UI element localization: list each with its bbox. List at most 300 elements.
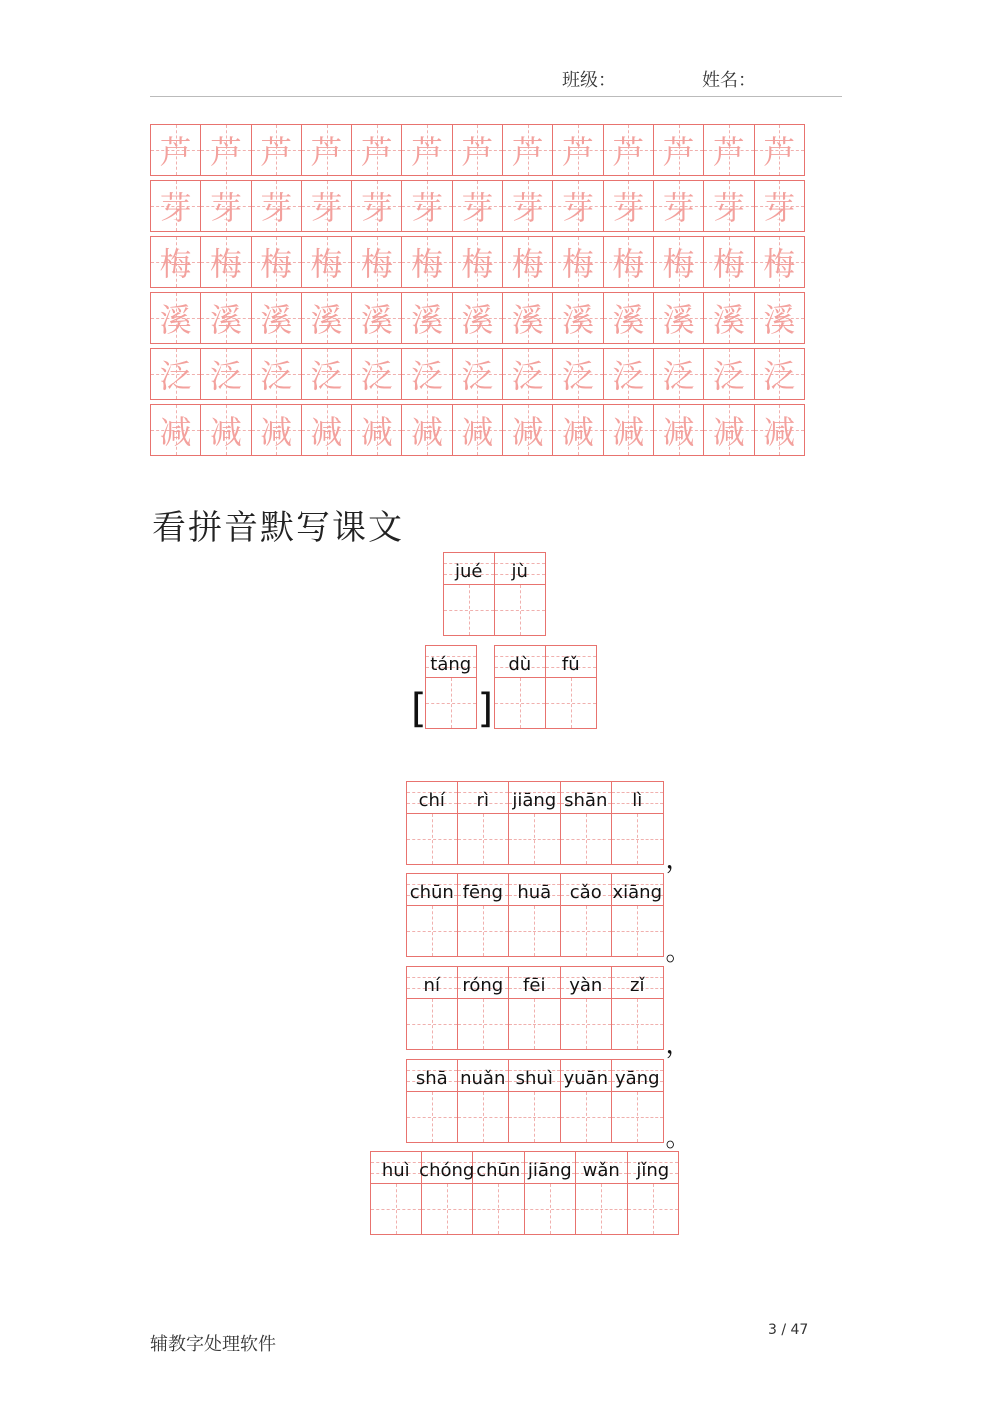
- pinyin-text: chūn: [409, 882, 454, 903]
- pinyin-label: [495, 552, 547, 584]
- practice-cell[interactable]: [603, 180, 654, 232]
- pinyin-column: [458, 873, 510, 957]
- writing-cell[interactable]: [458, 998, 510, 1050]
- pinyin-label: [509, 1059, 561, 1091]
- pinyin-text: dù: [508, 654, 532, 675]
- pinyin-label: [458, 1059, 510, 1091]
- practice-cell[interactable]: [703, 124, 754, 176]
- pinyin-label: [628, 1151, 680, 1183]
- writing-cell[interactable]: [425, 677, 477, 729]
- practice-cell[interactable]: [552, 404, 603, 456]
- pinyin-text: huì: [381, 1160, 410, 1181]
- writing-cell[interactable]: [612, 813, 664, 865]
- practice-cell[interactable]: [502, 124, 553, 176]
- pinyin-label: [494, 645, 546, 677]
- trace-character: 泛: [461, 357, 494, 395]
- practice-cell[interactable]: [552, 236, 603, 288]
- practice-row: [150, 292, 817, 344]
- trace-character: 芽: [411, 189, 444, 227]
- writing-cell[interactable]: [576, 1183, 628, 1235]
- pinyin-text: jǐng: [636, 1160, 670, 1181]
- pinyin-text: yuān: [563, 1068, 608, 1089]
- pinyin-column: [370, 1151, 422, 1235]
- writing-cell[interactable]: [509, 1091, 561, 1143]
- practice-cell[interactable]: [452, 236, 503, 288]
- pinyin-text: jiāng: [527, 1160, 572, 1181]
- pinyin-label: [576, 1151, 628, 1183]
- practice-cell[interactable]: [150, 236, 201, 288]
- writing-cell[interactable]: [628, 1183, 680, 1235]
- trace-character: 芦: [360, 133, 393, 171]
- writing-cell[interactable]: [509, 813, 561, 865]
- pinyin-column: [406, 966, 458, 1050]
- pinyin-group: [406, 966, 664, 1050]
- practice-cell[interactable]: [703, 236, 754, 288]
- trace-character: 芦: [511, 133, 544, 171]
- pinyin-label: [458, 873, 510, 905]
- writing-cell[interactable]: [495, 584, 547, 636]
- practice-cell[interactable]: [703, 404, 754, 456]
- practice-cell[interactable]: [603, 236, 654, 288]
- trace-character: 梅: [159, 245, 192, 283]
- writing-cell[interactable]: [612, 905, 664, 957]
- pinyin-text: cǎo: [569, 882, 602, 903]
- pinyin-text: rì: [476, 790, 489, 811]
- writing-cell[interactable]: [443, 584, 495, 636]
- writing-cell[interactable]: [561, 813, 613, 865]
- trace-character: 芦: [662, 133, 695, 171]
- trace-character: 泛: [360, 357, 393, 395]
- writing-cell[interactable]: [458, 905, 510, 957]
- name-label: 姓名：: [702, 70, 756, 91]
- practice-cell[interactable]: [502, 236, 553, 288]
- writing-cell[interactable]: [546, 677, 598, 729]
- practice-cell[interactable]: [653, 348, 704, 400]
- trace-character: 芽: [662, 189, 695, 227]
- trace-character: 泛: [712, 357, 745, 395]
- trace-character: 减: [360, 413, 393, 451]
- pinyin-text: yāng: [614, 1068, 660, 1089]
- practice-row: [150, 180, 817, 232]
- practice-cell[interactable]: [150, 292, 201, 344]
- trace-character: 芦: [712, 133, 745, 171]
- practice-cell[interactable]: [703, 292, 754, 344]
- trace-character: 梅: [360, 245, 393, 283]
- pinyin-label: [612, 966, 664, 998]
- pinyin-column: [419, 1151, 475, 1235]
- practice-cell[interactable]: [401, 124, 452, 176]
- pinyin-column: [509, 966, 561, 1050]
- trace-character: 芽: [612, 189, 645, 227]
- pinyin-column: [546, 645, 598, 729]
- pinyin-column: [458, 781, 510, 865]
- practice-cell[interactable]: [150, 180, 201, 232]
- trace-character: 芦: [159, 133, 192, 171]
- practice-cell[interactable]: [754, 180, 805, 232]
- trace-character: 芦: [209, 133, 242, 171]
- trace-character: 芦: [260, 133, 293, 171]
- pinyin-column: [561, 966, 613, 1050]
- trace-character: 梅: [411, 245, 444, 283]
- pinyin-column: [561, 1059, 613, 1143]
- pinyin-column: [473, 1151, 525, 1235]
- trace-character: 芽: [562, 189, 595, 227]
- pinyin-text: yàn: [569, 975, 603, 996]
- practice-cell[interactable]: [754, 124, 805, 176]
- pinyin-column: [509, 873, 561, 957]
- pinyin-column: [425, 645, 477, 729]
- trace-character: 梅: [662, 245, 695, 283]
- pinyin-group: [406, 1059, 664, 1143]
- pinyin-text: róng: [462, 975, 504, 996]
- writing-cell[interactable]: [612, 1091, 664, 1143]
- practice-cell[interactable]: [452, 348, 503, 400]
- practice-cell[interactable]: [200, 404, 251, 456]
- pinyin-column: [406, 781, 458, 865]
- pinyin-column: [494, 645, 546, 729]
- practice-cell[interactable]: [251, 292, 302, 344]
- trace-character: 芦: [411, 133, 444, 171]
- practice-cell[interactable]: [452, 180, 503, 232]
- pinyin-column: [612, 966, 664, 1050]
- practice-cell[interactable]: [502, 292, 553, 344]
- writing-cell[interactable]: [406, 813, 458, 865]
- trace-character: 泛: [662, 357, 695, 395]
- practice-cell[interactable]: [351, 236, 402, 288]
- trace-character: 溪: [562, 301, 595, 339]
- trace-character: 泛: [511, 357, 544, 395]
- trace-character: 减: [411, 413, 444, 451]
- pinyin-label: [406, 873, 458, 905]
- trace-character: 梅: [712, 245, 745, 283]
- practice-cell[interactable]: [351, 124, 402, 176]
- practice-cell[interactable]: [301, 348, 352, 400]
- trace-character: 芽: [360, 189, 393, 227]
- writing-cell[interactable]: [561, 905, 613, 957]
- writing-cell[interactable]: [406, 905, 458, 957]
- trace-character: 溪: [612, 301, 645, 339]
- pinyin-label: [406, 1059, 458, 1091]
- practice-cell[interactable]: [653, 180, 704, 232]
- pinyin-text: xiāng: [612, 882, 663, 903]
- practice-cell[interactable]: [653, 124, 704, 176]
- trace-character: 泛: [260, 357, 293, 395]
- footer-software: 辅教字处理软件: [150, 1334, 276, 1355]
- trace-character: 溪: [411, 301, 444, 339]
- trace-character: 芦: [763, 133, 796, 171]
- trace-character: 溪: [662, 301, 695, 339]
- practice-cell[interactable]: [401, 348, 452, 400]
- pinyin-text: fēi: [523, 975, 546, 996]
- practice-cell[interactable]: [351, 348, 402, 400]
- pinyin-label: [561, 873, 613, 905]
- practice-cell[interactable]: [200, 124, 251, 176]
- practice-cell[interactable]: [301, 404, 352, 456]
- writing-cell[interactable]: [561, 1091, 613, 1143]
- writing-cell[interactable]: [494, 677, 546, 729]
- practice-cell[interactable]: [401, 180, 452, 232]
- practice-cell[interactable]: [703, 348, 754, 400]
- writing-cell[interactable]: [509, 905, 561, 957]
- trace-character: 梅: [562, 245, 595, 283]
- practice-cell[interactable]: [150, 348, 201, 400]
- practice-cell[interactable]: [653, 236, 704, 288]
- pinyin-text: fēng: [462, 882, 503, 903]
- writing-cell[interactable]: [525, 1183, 577, 1235]
- practice-cell[interactable]: [351, 292, 402, 344]
- trace-character: 梅: [310, 245, 343, 283]
- writing-cell[interactable]: [370, 1183, 422, 1235]
- practice-cell[interactable]: [351, 180, 402, 232]
- pinyin-column: [406, 873, 458, 957]
- pinyin-label: [612, 781, 664, 813]
- practice-row: [150, 404, 817, 456]
- punctuation-mark: ，: [665, 1030, 692, 1060]
- trace-character: 芦: [562, 133, 595, 171]
- punctuation-mark: ，: [665, 845, 692, 875]
- trace-character: 芽: [159, 189, 192, 227]
- practice-cell[interactable]: [653, 292, 704, 344]
- pinyin-column: [576, 1151, 628, 1235]
- trace-character: 溪: [763, 301, 796, 339]
- practice-cell[interactable]: [251, 348, 302, 400]
- practice-cell[interactable]: [603, 292, 654, 344]
- practice-cell[interactable]: [502, 404, 553, 456]
- trace-character: 溪: [461, 301, 494, 339]
- trace-character: 芽: [712, 189, 745, 227]
- trace-character: 减: [662, 413, 695, 451]
- trace-character: 芦: [461, 133, 494, 171]
- practice-cell[interactable]: [754, 404, 805, 456]
- practice-cell[interactable]: [552, 292, 603, 344]
- practice-row: [150, 124, 817, 176]
- trace-character: 梅: [209, 245, 242, 283]
- trace-character: 芽: [310, 189, 343, 227]
- trace-character: 溪: [260, 301, 293, 339]
- trace-character: 芽: [763, 189, 796, 227]
- pinyin-label: [406, 781, 458, 813]
- practice-cell[interactable]: [251, 124, 302, 176]
- practice-cell[interactable]: [200, 292, 251, 344]
- trace-character: 减: [461, 413, 494, 451]
- pinyin-column: [443, 552, 495, 636]
- trace-character: 减: [511, 413, 544, 451]
- pinyin-label: [443, 552, 495, 584]
- trace-character: 芽: [511, 189, 544, 227]
- practice-cell[interactable]: [754, 292, 805, 344]
- writing-cell[interactable]: [612, 998, 664, 1050]
- pinyin-label: [561, 966, 613, 998]
- trace-character: 芦: [310, 133, 343, 171]
- writing-cell[interactable]: [458, 813, 510, 865]
- pinyin-group: [370, 1151, 679, 1235]
- practice-cell[interactable]: [200, 348, 251, 400]
- writing-cell[interactable]: [406, 998, 458, 1050]
- punctuation-mark: 。: [665, 937, 692, 967]
- practice-cell[interactable]: [301, 236, 352, 288]
- writing-cell[interactable]: [406, 1091, 458, 1143]
- pinyin-group: [406, 873, 664, 957]
- practice-cell[interactable]: [150, 124, 201, 176]
- section-title: 看拼音默写课文: [152, 508, 404, 548]
- pinyin-text: chí: [418, 790, 445, 811]
- pinyin-label: [370, 1151, 422, 1183]
- pinyin-column: [406, 1059, 458, 1143]
- pinyin-text: ní: [423, 975, 440, 996]
- practice-cell[interactable]: [502, 180, 553, 232]
- pinyin-column: [612, 781, 664, 865]
- pinyin-text: chūn: [476, 1160, 521, 1181]
- trace-character: 芽: [260, 189, 293, 227]
- practice-cell[interactable]: [603, 124, 654, 176]
- trace-character: 泛: [310, 357, 343, 395]
- pinyin-text: nuǎn: [460, 1068, 506, 1089]
- writing-cell[interactable]: [458, 1091, 510, 1143]
- pinyin-text: táng: [430, 654, 472, 675]
- class-label: 班级：: [562, 70, 616, 91]
- pinyin-label: [473, 1151, 525, 1183]
- trace-character: 梅: [461, 245, 494, 283]
- pinyin-text: fǔ: [561, 654, 580, 675]
- trace-character: 梅: [260, 245, 293, 283]
- writing-cell[interactable]: [473, 1183, 525, 1235]
- practice-cell[interactable]: [251, 404, 302, 456]
- trace-character: 减: [209, 413, 242, 451]
- bracket-open: [: [411, 686, 427, 732]
- practice-cell[interactable]: [301, 180, 352, 232]
- practice-cell[interactable]: [754, 348, 805, 400]
- trace-character: 溪: [310, 301, 343, 339]
- page-number: 3 / 47: [768, 1322, 809, 1338]
- pinyin-label: [525, 1151, 577, 1183]
- practice-cell[interactable]: [452, 404, 503, 456]
- trace-character: 泛: [159, 357, 192, 395]
- practice-cell[interactable]: [251, 180, 302, 232]
- pinyin-text: shān: [564, 790, 608, 811]
- practice-cell[interactable]: [452, 292, 503, 344]
- pinyin-text: zǐ: [630, 975, 645, 996]
- practice-cell[interactable]: [552, 124, 603, 176]
- pinyin-column: [612, 1059, 664, 1143]
- pinyin-column: [495, 552, 547, 636]
- practice-cell[interactable]: [301, 124, 352, 176]
- trace-character: 梅: [511, 245, 544, 283]
- pinyin-text: jù: [511, 561, 528, 582]
- practice-cell[interactable]: [200, 236, 251, 288]
- pinyin-text: jué: [455, 561, 483, 582]
- pinyin-column: [509, 1059, 561, 1143]
- pinyin-column: [458, 966, 510, 1050]
- practice-cell[interactable]: [301, 292, 352, 344]
- practice-cell[interactable]: [401, 236, 452, 288]
- bracket-close: ]: [477, 686, 494, 732]
- writing-cell[interactable]: [509, 998, 561, 1050]
- pinyin-label: [509, 873, 561, 905]
- header-divider: [150, 96, 842, 97]
- trace-character: 溪: [209, 301, 242, 339]
- trace-character: 梅: [763, 245, 796, 283]
- practice-cell[interactable]: [552, 180, 603, 232]
- trace-character: 泛: [763, 357, 796, 395]
- practice-cell[interactable]: [603, 348, 654, 400]
- trace-character: 减: [310, 413, 343, 451]
- pinyin-label: [612, 1059, 664, 1091]
- pinyin-label: [546, 645, 598, 677]
- pinyin-column: [561, 781, 613, 865]
- pinyin-label: [561, 781, 613, 813]
- pinyin-label: [406, 966, 458, 998]
- practice-cell[interactable]: [150, 404, 201, 456]
- pinyin-group: [425, 645, 477, 729]
- pinyin-label: [425, 645, 477, 677]
- pinyin-label: [419, 1151, 475, 1183]
- trace-character: 溪: [511, 301, 544, 339]
- pinyin-text: wǎn: [582, 1160, 620, 1181]
- pinyin-label: [612, 873, 664, 905]
- writing-cell[interactable]: [422, 1183, 474, 1235]
- practice-cell[interactable]: [754, 236, 805, 288]
- writing-cell[interactable]: [561, 998, 613, 1050]
- practice-cell[interactable]: [552, 348, 603, 400]
- pinyin-label: [458, 966, 510, 998]
- trace-character: 泛: [209, 357, 242, 395]
- pinyin-text: shuì: [515, 1068, 553, 1089]
- practice-cell[interactable]: [703, 180, 754, 232]
- trace-character: 溪: [712, 301, 745, 339]
- pinyin-label: [458, 781, 510, 813]
- pinyin-text: chóng: [419, 1160, 475, 1181]
- pinyin-group: [494, 645, 597, 729]
- trace-character: 泛: [411, 357, 444, 395]
- pinyin-label: [561, 1059, 613, 1091]
- trace-character: 溪: [159, 301, 192, 339]
- trace-character: 减: [562, 413, 595, 451]
- pinyin-column: [628, 1151, 680, 1235]
- pinyin-label: [509, 781, 561, 813]
- trace-character: 泛: [612, 357, 645, 395]
- practice-cell[interactable]: [603, 404, 654, 456]
- pinyin-column: [525, 1151, 577, 1235]
- pinyin-group: [406, 781, 664, 865]
- trace-character: 减: [260, 413, 293, 451]
- pinyin-column: [458, 1059, 510, 1143]
- pinyin-column: [509, 781, 561, 865]
- practice-cell[interactable]: [251, 236, 302, 288]
- practice-cell[interactable]: [401, 292, 452, 344]
- trace-character: 梅: [612, 245, 645, 283]
- practice-cell[interactable]: [351, 404, 402, 456]
- practice-cell[interactable]: [502, 348, 553, 400]
- pinyin-text: huā: [517, 882, 552, 903]
- trace-character: 减: [763, 413, 796, 451]
- pinyin-group: [443, 552, 546, 636]
- practice-row: [150, 236, 817, 288]
- trace-character: 减: [712, 413, 745, 451]
- trace-character: 溪: [360, 301, 393, 339]
- practice-cell[interactable]: [452, 124, 503, 176]
- trace-character: 泛: [562, 357, 595, 395]
- practice-cell[interactable]: [401, 404, 452, 456]
- trace-character: 减: [612, 413, 645, 451]
- punctuation-mark: 。: [665, 1123, 692, 1153]
- practice-cell[interactable]: [200, 180, 251, 232]
- pinyin-column: [561, 873, 613, 957]
- practice-cell[interactable]: [653, 404, 704, 456]
- practice-row: [150, 348, 817, 400]
- trace-character: 芽: [461, 189, 494, 227]
- pinyin-label: [509, 966, 561, 998]
- pinyin-column: [612, 873, 664, 957]
